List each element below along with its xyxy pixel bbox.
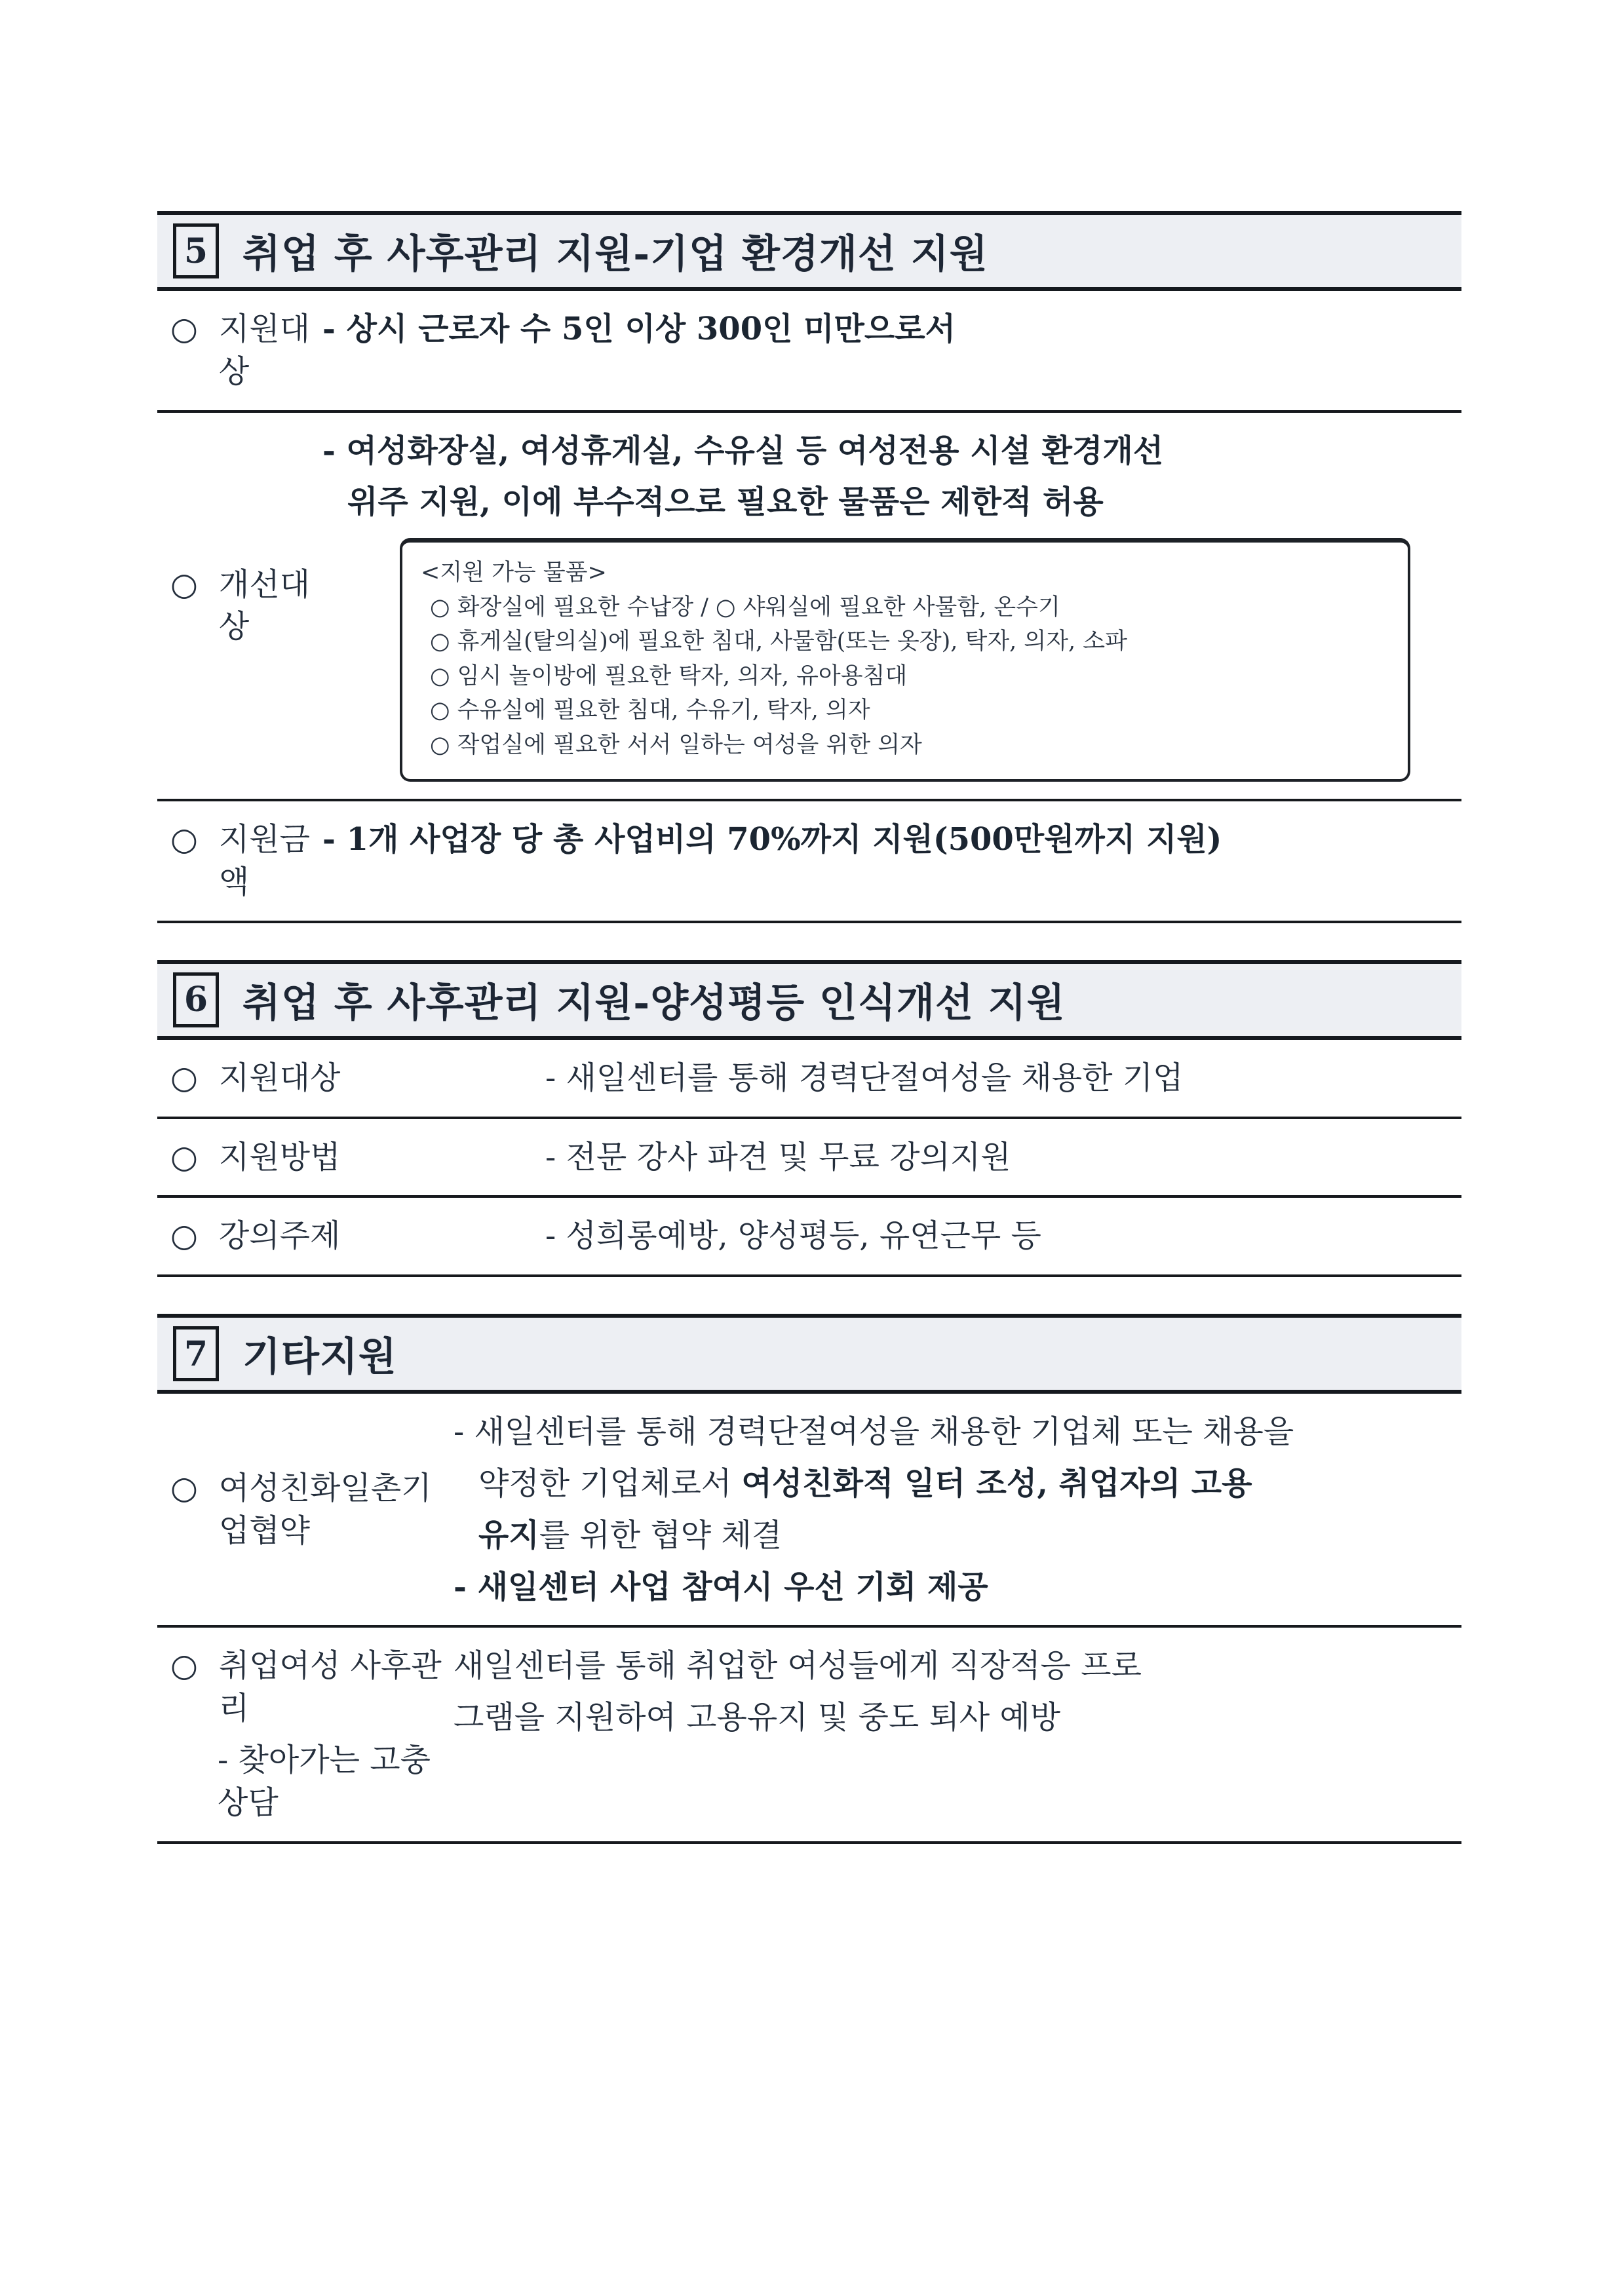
row-content bbox=[322, 308, 1461, 351]
row-content bbox=[454, 1411, 1461, 1608]
circle-bullet-icon: ○ bbox=[170, 311, 198, 347]
row-label bbox=[157, 818, 322, 904]
row-content bbox=[545, 1057, 1461, 1100]
content-text: - 새일센터를 통해 경력단절여성을 채용한 기업 bbox=[545, 1059, 1184, 1096]
row-content bbox=[545, 1136, 1461, 1179]
row-label bbox=[157, 1467, 454, 1552]
content-text: 약정한 기업체로서 bbox=[478, 1464, 742, 1502]
content-text: - 상시 근로자 수 5인 이상 300인 미만으로서 bbox=[322, 311, 956, 347]
row-label-text: 취업여성 사후관리 bbox=[218, 1647, 442, 1727]
row-sublabel-text: - 찾아가는 고충상담 bbox=[218, 1741, 431, 1821]
row-label bbox=[157, 308, 322, 393]
row-label bbox=[157, 1136, 545, 1179]
circle-bullet-icon: ○ bbox=[170, 565, 198, 603]
content-text: - 1개 사업장 당 총 사업비의 70%까지 지원(500만원까지 지원) bbox=[322, 821, 1222, 858]
row-support-amount bbox=[157, 801, 1461, 923]
row-label-text: 지원방법 bbox=[218, 1138, 341, 1176]
row-label-text: 강의주제 bbox=[218, 1217, 341, 1255]
section-7 bbox=[157, 1314, 1461, 1843]
section-5-header bbox=[157, 211, 1461, 291]
row-company-agreement bbox=[157, 1394, 1461, 1628]
row-label-text: 지원대상 bbox=[218, 311, 310, 390]
section-6-title: 취업 후 사후관리 지원-양성평등 인식개선 지원 bbox=[242, 980, 1066, 1026]
row-support-target bbox=[157, 1040, 1461, 1119]
row-lecture-topic bbox=[157, 1198, 1461, 1277]
row-label bbox=[157, 1645, 454, 1824]
content-text: 그램을 지원하여 고용유지 및 중도 퇴사 예방 bbox=[454, 1699, 1061, 1736]
section-5 bbox=[157, 211, 1461, 923]
eligible-items-heading: <지원 가능 물품> bbox=[421, 560, 607, 586]
content-text: 새일센터를 통해 취업한 여성들에게 직장적응 프로 bbox=[454, 1647, 1142, 1685]
eligible-item: ○ 화장실에 필요한 수납장 / ○ 샤워실에 필요한 사물함, 온수기 bbox=[430, 594, 1060, 621]
row-employed-women-aftercare bbox=[157, 1628, 1461, 1843]
content-text: - 성희롱예방, 양성평등, 유연근무 등 bbox=[545, 1217, 1041, 1255]
content-text: - 새일센터를 통해 경력단절여성을 채용한 기업체 또는 채용을 bbox=[454, 1413, 1294, 1451]
eligible-item: ○ 수유실에 필요한 침대, 수유기, 탁자, 의자 bbox=[430, 697, 870, 724]
content-text: - 여성화장실, 여성휴게실, 수유실 등 여성전용 시설 환경개선 bbox=[322, 432, 1164, 469]
section-6-number-box: 6 bbox=[173, 972, 219, 1027]
section-7-title: 기타지원 bbox=[242, 1334, 397, 1381]
row-content bbox=[322, 818, 1461, 861]
section-5-title: 취업 후 사후관리 지원-기업 환경개선 지원 bbox=[242, 231, 988, 277]
content-text-bold: 여성친화적 일터 조성, 취업자의 고용 bbox=[741, 1464, 1252, 1502]
section-7-number-box: 7 bbox=[173, 1326, 219, 1381]
row-label bbox=[157, 564, 322, 649]
circle-bullet-icon: ○ bbox=[170, 1059, 198, 1096]
row-label-text: 지원금액 bbox=[218, 821, 310, 900]
eligible-item: ○ 임시 놀이방에 필요한 탁자, 의자, 유아용침대 bbox=[430, 662, 908, 689]
row-label bbox=[157, 1057, 545, 1100]
row-content bbox=[545, 1215, 1461, 1257]
content-text: 위주 지원, 이에 부수적으로 필요한 물품은 제한적 허용 bbox=[347, 484, 1104, 521]
eligible-items-box bbox=[400, 538, 1410, 782]
circle-bullet-icon: ○ bbox=[170, 1217, 198, 1255]
scanned-document-page bbox=[157, 211, 1461, 1881]
section-7-header bbox=[157, 1314, 1461, 1394]
eligible-item: ○ 작업실에 필요한 서서 일하는 여성을 위한 의자 bbox=[430, 731, 922, 758]
circle-bullet-icon: ○ bbox=[170, 1138, 198, 1176]
row-label bbox=[157, 1215, 545, 1257]
section-6 bbox=[157, 960, 1461, 1277]
row-content bbox=[454, 1645, 1461, 1739]
content-text-bold: 유지 bbox=[478, 1516, 539, 1554]
content-text: 를 위한 협약 체결 bbox=[539, 1516, 783, 1554]
row-support-method bbox=[157, 1119, 1461, 1198]
content-text: - 전문 강사 파견 및 무료 강의지원 bbox=[545, 1138, 1011, 1176]
row-content bbox=[322, 430, 1461, 782]
row-label-text: 지원대상 bbox=[218, 1059, 341, 1096]
circle-bullet-icon: ○ bbox=[170, 1469, 198, 1506]
section-5-number-box: 5 bbox=[173, 223, 219, 278]
circle-bullet-icon: ○ bbox=[170, 1647, 198, 1685]
row-improvement-target bbox=[157, 413, 1461, 802]
row-label-text: 여성친화일촌기업협약 bbox=[218, 1469, 432, 1549]
row-label-text: 개선대상 bbox=[218, 565, 310, 645]
section-6-header bbox=[157, 960, 1461, 1040]
row-support-target bbox=[157, 291, 1461, 413]
eligible-item: ○ 휴게실(탈의실)에 필요한 침대, 사물함(또는 옷장), 탁자, 의자, 소파 bbox=[430, 628, 1127, 655]
circle-bullet-icon: ○ bbox=[170, 821, 198, 858]
content-text-bold: - 새일센터 사업 참여시 우선 기회 제공 bbox=[454, 1568, 988, 1605]
